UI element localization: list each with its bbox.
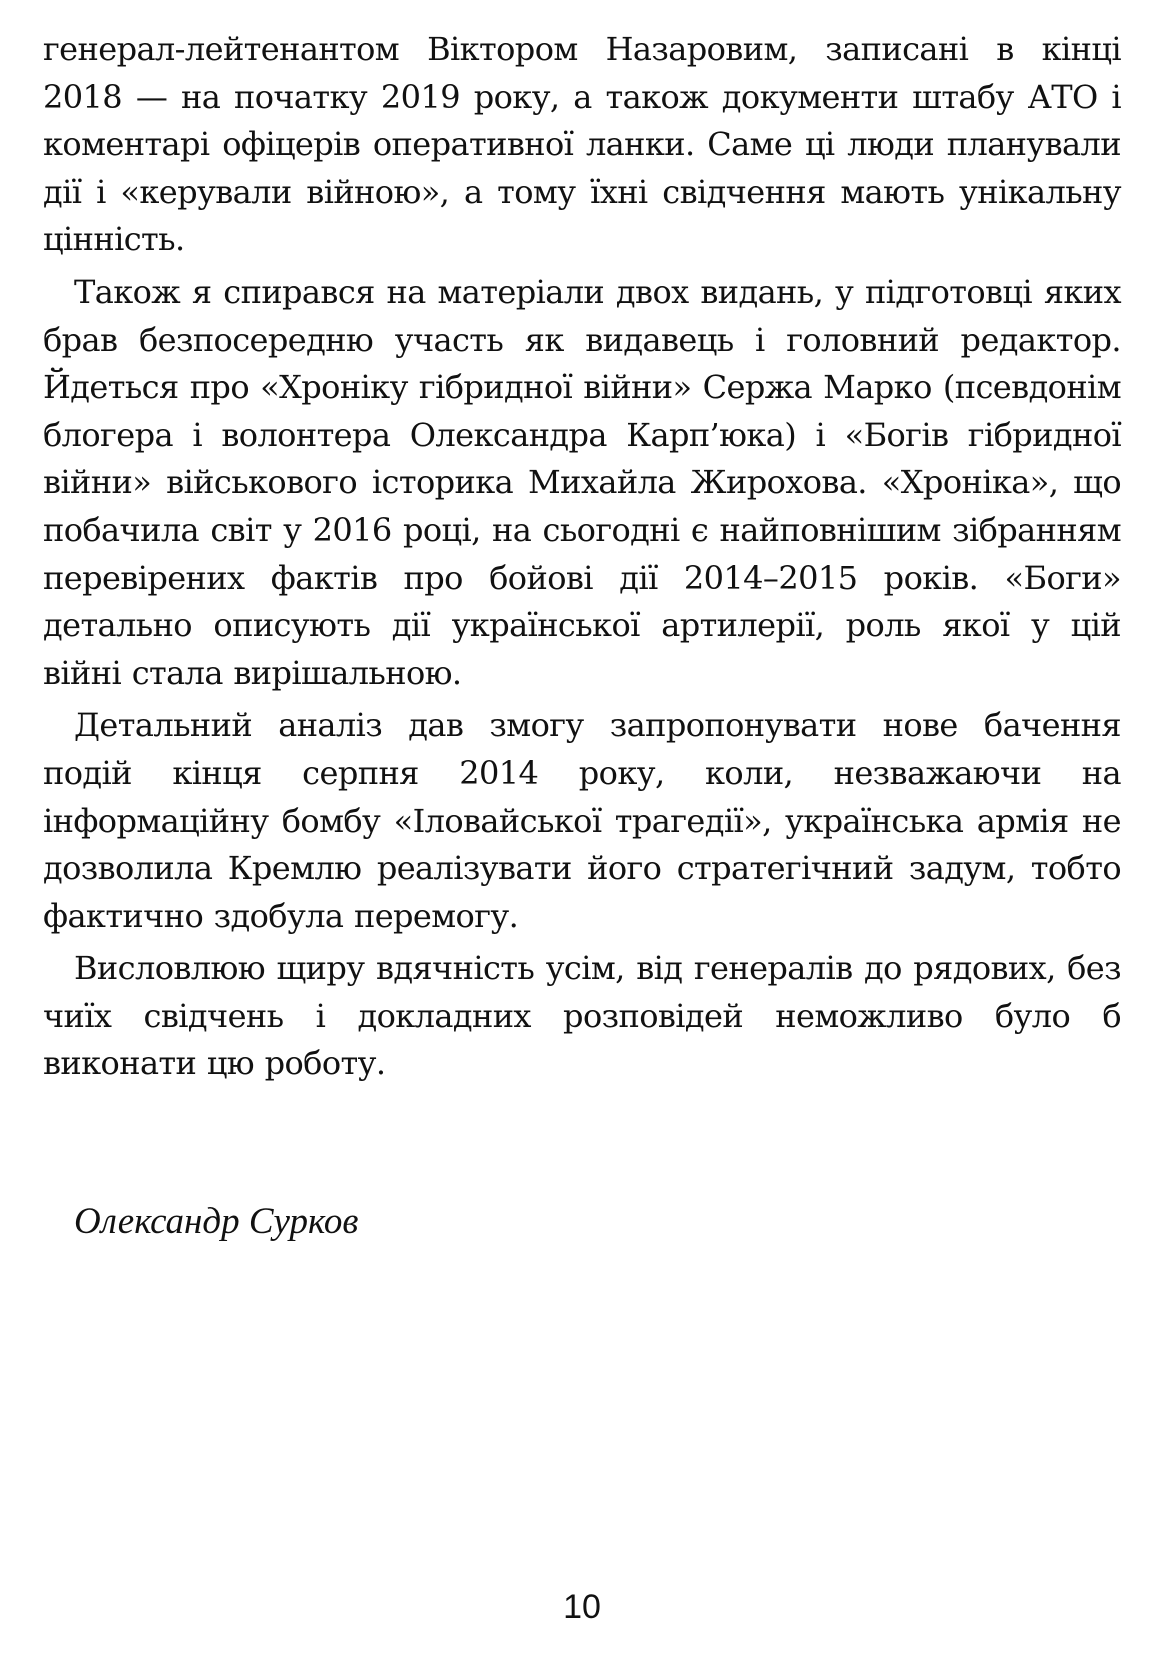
author-signature: Олександр Сурков: [74, 1201, 359, 1242]
paragraph-analysis: Детальний аналіз дав змогу запропонувати нове бачення подій кінця серпня 2014 року, коли, незважаючи на інформаційну бомбу «Іловайської трагедії», українська армія не дозволила Кремлю реалізувати його стратегічний задум, тобто фактично здобула перемогу.: [43, 706, 1121, 935]
paragraph-continuation: генерал-лейтенантом Віктором Назаровим, записані в кінці 2018 — на початку 2019 року, а також документи штабу АТО і коментарі офіцерів оперативної ланки. Саме ці люди планували дії і «керували війною», а тому їхні свідчення мають унікальну цінність.: [43, 30, 1121, 259]
paragraph-acknowledgements: Висловлюю щиру вдячність усім, від генералів до рядових, без чиїх свідчень і докладних розповідей неможливо було б виконати цю роботу.: [43, 949, 1121, 1083]
page-body: [43, 26, 1121, 1093]
page-number: 10: [563, 1588, 601, 1626]
paragraph-sources: Також я спирався на матеріали двох видань, у підготовці яких брав безпосередню участь як видавець і головний редактор. Йдеться про «Хроніку гібридної війни» Сержа Марко (псевдонім блогера і волонтера Олександра Карп’юка) і «Богів гібридної війни» військового історика Михайла Жирохова. «Хроніка», що побачила світ у 2016 році, на сьогодні є найповнішим зібранням перевірених фактів про бойові дії 2014–2015 років. «Боги» детально описують дії української артилерії, роль якої у цій війні стала вирішальною.: [43, 272, 1121, 692]
